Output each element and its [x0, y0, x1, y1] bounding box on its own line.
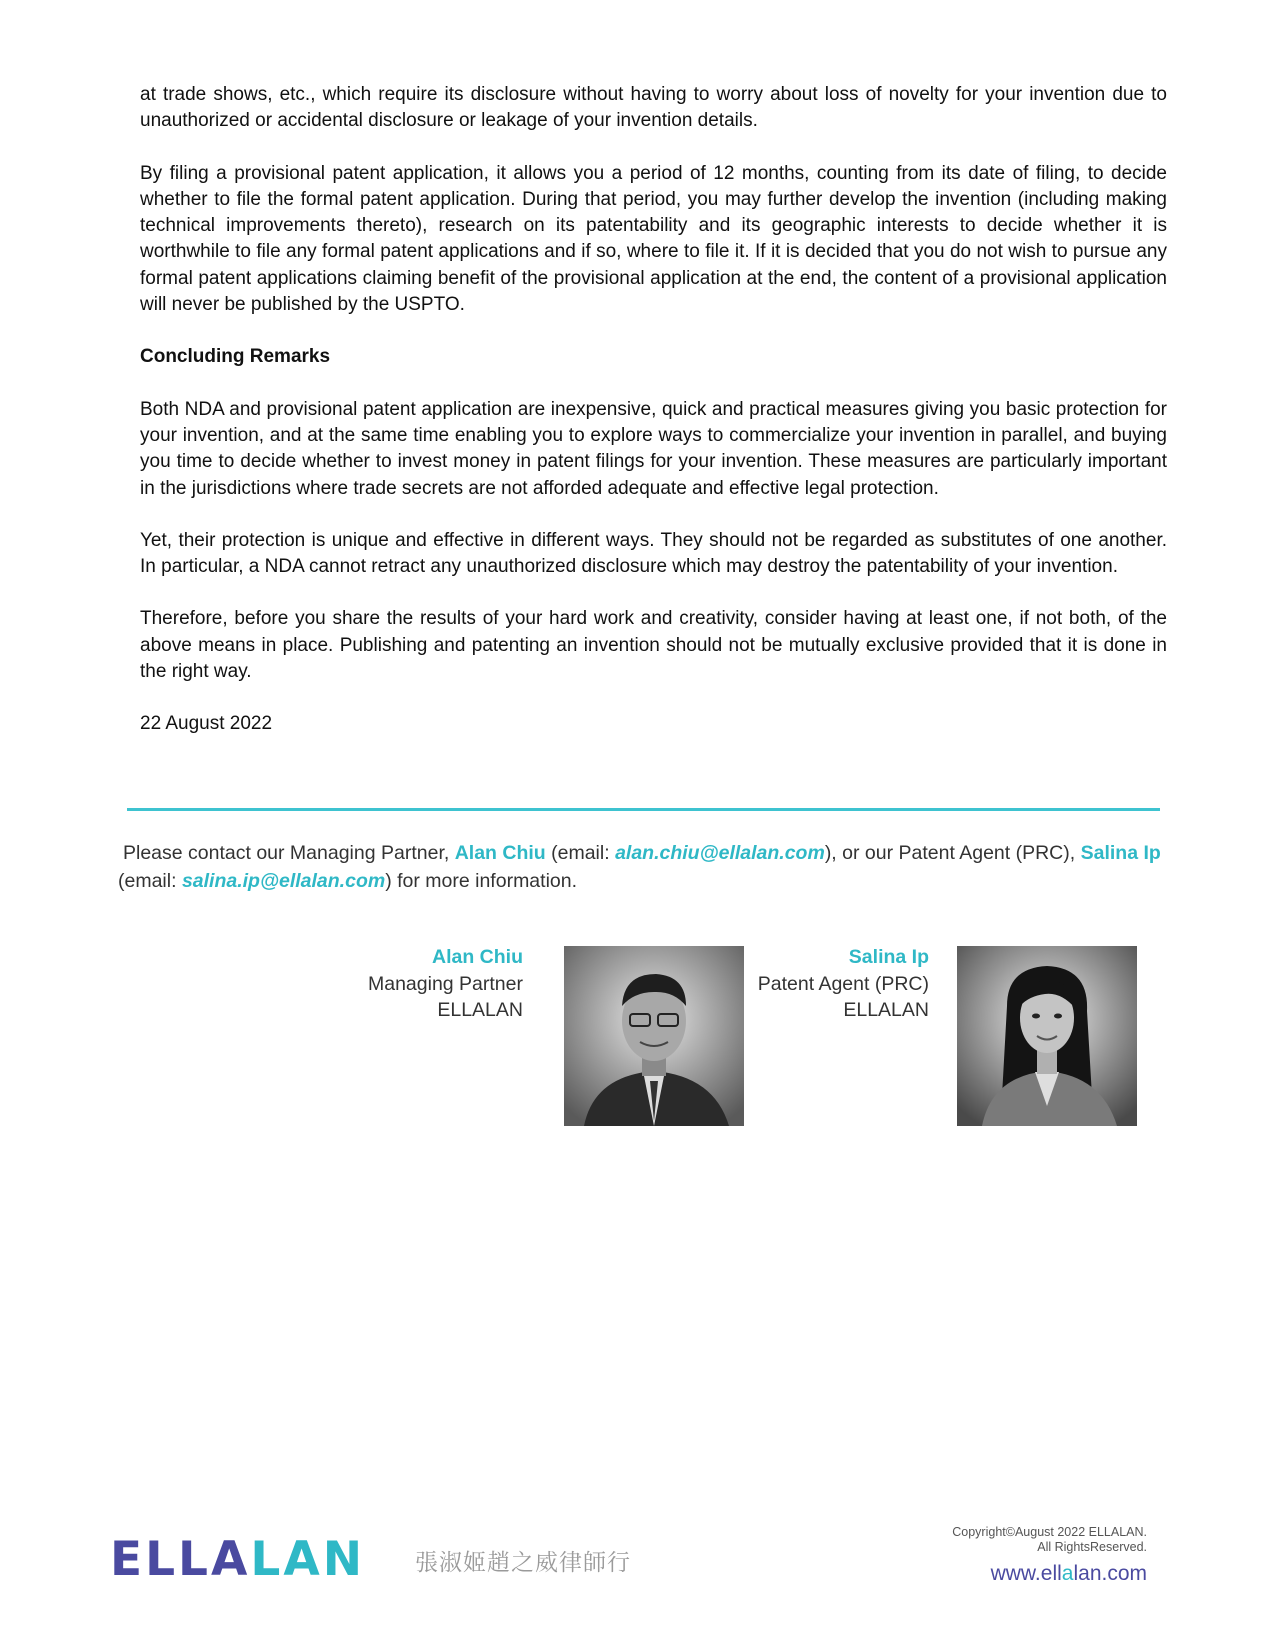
copyright-line: Copyright©August 2022 ELLALAN.: [952, 1525, 1147, 1539]
logo-lan: LAN: [250, 1532, 366, 1587]
paragraph: Therefore, before you share the results of your hard work and creativity, consider having at least one, if not both, of the above means in place. Publishing and patenting an invention should not be mutually exclusive provided that it is done in the right way.: [140, 608, 1167, 683]
copyright-line: All RightsReserved.: [1037, 1540, 1147, 1554]
ellalan-logo: [110, 1532, 365, 1587]
logo-ella: ELLA: [110, 1532, 251, 1587]
person-firm: ELLALAN: [843, 999, 929, 1021]
contact-text: ) for more information.: [385, 869, 578, 892]
person-name: Salina Ip: [848, 946, 929, 968]
article-date: 22 August 2022: [140, 713, 273, 735]
email-link-alan[interactable]: alan.chiu@ellalan.com: [615, 842, 825, 864]
copyright-notice: [952, 1525, 1147, 1555]
paragraph: Yet, their protection is unique and effective in different ways. They should not be regarded as substitutes of one another. In particular, a NDA cannot retract any unauthorized disclosure which may destroy the patentability of your invention.: [140, 529, 1167, 578]
person-title: Patent Agent (PRC): [757, 972, 929, 995]
contact-text: ), or our Patent Agent (PRC),: [824, 842, 1081, 864]
email-link-salina[interactable]: salina.ip@ellalan.com: [181, 869, 386, 892]
paragraph: Both NDA and provisional patent application are inexpensive, quick and practical measures giving you basic protection for your invention, and at the same time enabling you to explore ways to commercialize your invention in parallel, and buying you time to decide whether to invest money in patent filings for your invention. These measures are particularly important in the jurisdictions where trade secrets are not afforded adequate and effective legal protection.: [140, 398, 1167, 499]
website-part: www.ell: [990, 1562, 1062, 1585]
contact-text: Please contact our Managing Partner,: [123, 842, 455, 864]
contact-text: (email:: [118, 869, 182, 892]
person-name: Alan Chiu: [432, 946, 523, 968]
person-card-salina: [758, 944, 929, 1024]
person-title: Managing Partner: [367, 972, 523, 995]
paragraph: at trade shows, etc., which require its disclosure without having to worry about loss of novelty for your invention due to unauthorized or accidental disclosure or leakage of your invention details.: [140, 84, 1167, 132]
website-part: lan.com: [1073, 1562, 1147, 1585]
section-heading: Concluding Remarks: [140, 346, 331, 368]
paragraph: By filing a provisional patent application, it allows you a period of 12 months, counting from its date of filing, to decide whether to file the formal patent application. During that period, you may further develop the invention (including making technical improvements thereto), research on its patentability and its geographic interests to decide whether it is worthwhile to file any formal patent applications and if so, where to file it. If it is decided that you do not wish to pursue any formal patent applications claiming benefit of the provisional application at the end, the content of a provisional application will never be published by the USPTO.: [140, 162, 1167, 316]
person-firm: ELLALAN: [437, 999, 523, 1021]
article-body: [140, 82, 1167, 764]
website-part: a: [1061, 1562, 1074, 1585]
portrait-photo-alan: [564, 946, 744, 1126]
person-card-alan: [368, 944, 523, 1024]
website-link[interactable]: [991, 1562, 1147, 1586]
portrait-photo-salina: [957, 946, 1137, 1126]
contact-name-salina: Salina Ip: [1080, 842, 1161, 864]
divider: [127, 808, 1160, 811]
contact-name-alan: Alan Chiu: [454, 842, 546, 864]
chinese-firm-name: 張淑姬趙之威律師行: [415, 1550, 631, 1576]
contact-text: (email:: [545, 842, 616, 864]
contact-info: [118, 840, 1163, 895]
